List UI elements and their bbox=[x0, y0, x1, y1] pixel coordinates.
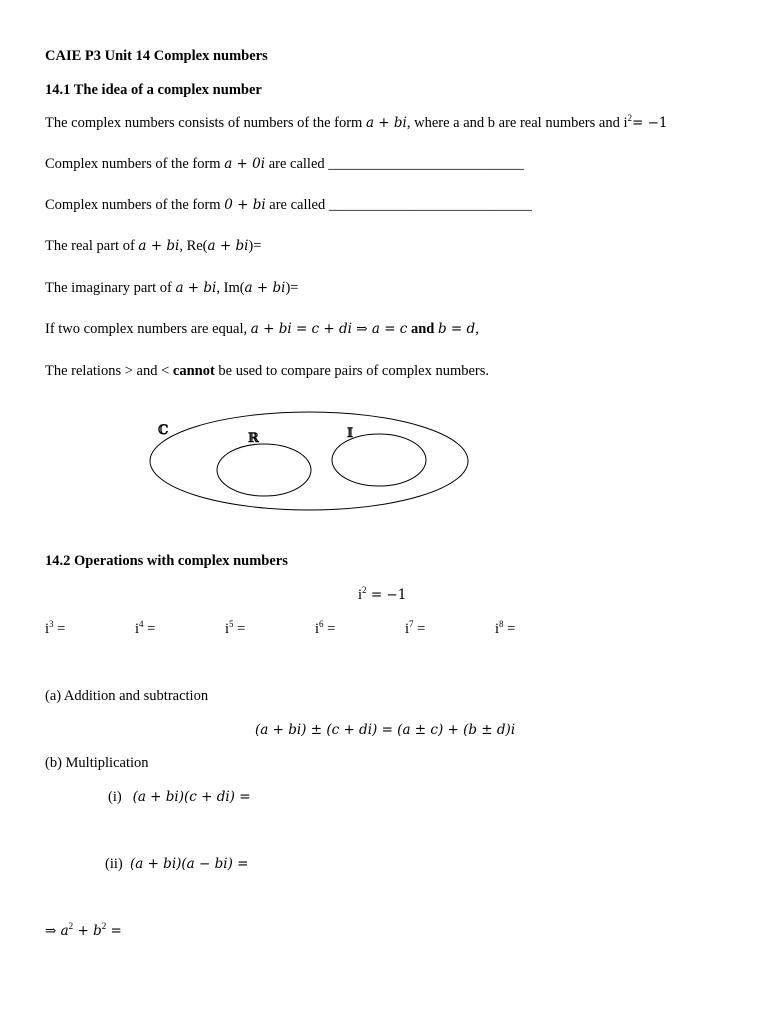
equality-sentence bbox=[45, 320, 479, 338]
implies-a: a bbox=[60, 923, 69, 939]
intro-math: a + bi bbox=[365, 115, 407, 131]
power-i7 bbox=[405, 620, 425, 638]
power-exponent: 4 bbox=[139, 619, 144, 629]
powers-of-i-row bbox=[0, 620, 768, 640]
complex-set-ellipse bbox=[150, 412, 468, 510]
relations-text-b: be used to compare pairs of complex numbers. bbox=[214, 363, 490, 379]
power-base: i bbox=[495, 621, 500, 637]
power-exponent: 6 bbox=[319, 619, 324, 629]
imag-part-text-a: The imaginary part of bbox=[45, 280, 176, 296]
imaginary-set-label: 𝕀 bbox=[347, 426, 354, 441]
addition-formula: (a + bi) ± (c + di) = (a ± c) + (b ± d)i bbox=[255, 722, 516, 738]
power-exponent: 5 bbox=[229, 619, 234, 629]
power-base: i bbox=[225, 621, 230, 637]
i2-rest: = −1 bbox=[366, 587, 407, 603]
multiplication-part-i bbox=[108, 788, 251, 806]
power-exponent: 3 bbox=[49, 619, 54, 629]
imag-form-text-b: are called ____________________________ bbox=[265, 197, 532, 213]
intro-superscript: 2 bbox=[627, 113, 632, 123]
power-equals: = bbox=[413, 621, 426, 637]
imag-part-sentence bbox=[45, 279, 298, 297]
document-title: CAIE P3 Unit 14 Complex numbers bbox=[45, 48, 268, 64]
power-base: i bbox=[315, 621, 320, 637]
power-exponent: 8 bbox=[499, 619, 504, 629]
imag-form-text-a: Complex numbers of the form bbox=[45, 197, 225, 213]
addition-heading: (a) Addition and subtraction bbox=[45, 688, 209, 704]
real-form-text-a: Complex numbers of the form bbox=[45, 156, 225, 172]
power-equals: = bbox=[503, 621, 516, 637]
equality-math2: b = d bbox=[438, 321, 476, 337]
i2-superscript: 2 bbox=[362, 585, 367, 595]
power-i3 bbox=[45, 620, 65, 638]
imag-part-math: a + bi bbox=[175, 280, 217, 296]
implies-equals: = bbox=[106, 923, 122, 939]
section-heading-idea: 14.1 The idea of a complex number bbox=[45, 82, 262, 98]
imag-part-text-b: , Im( bbox=[216, 280, 245, 296]
implies-line bbox=[45, 922, 122, 940]
section-heading-operations: 14.2 Operations with complex numbers bbox=[45, 553, 288, 569]
power-equals: = bbox=[233, 621, 246, 637]
power-i4 bbox=[135, 620, 155, 638]
implies-sup2: 2 bbox=[101, 921, 107, 931]
power-base: i bbox=[405, 621, 410, 637]
implies-plus: + bbox=[73, 923, 94, 939]
power-base: i bbox=[45, 621, 50, 637]
mult-ii-formula: (a + bi)(a − bi) = bbox=[129, 856, 249, 872]
multiplication-part-ii bbox=[105, 855, 248, 873]
i2-base: i bbox=[358, 587, 363, 603]
real-part-math2: a + bi bbox=[207, 238, 249, 254]
power-i5 bbox=[225, 620, 245, 638]
mult-i-formula: (a + bi)(c + di) = bbox=[132, 789, 251, 805]
implies-sup1: 2 bbox=[68, 921, 74, 931]
real-form-math: a + 0i bbox=[224, 156, 266, 172]
imag-form-math: 0 + bi bbox=[224, 197, 266, 213]
power-i8 bbox=[495, 620, 515, 638]
implies-b: b bbox=[93, 923, 102, 939]
i-squared-identity bbox=[358, 586, 406, 604]
equality-end: , bbox=[475, 321, 479, 337]
imag-part-text-c: )= bbox=[285, 280, 299, 296]
mult-ii-label: (ii) bbox=[105, 856, 123, 872]
real-part-text-a: The real part of bbox=[45, 238, 139, 254]
real-form-sentence bbox=[45, 155, 524, 173]
intro-text-b: , where a and b are real numbers and i bbox=[406, 115, 628, 131]
implies-arrow: ⇒ bbox=[45, 923, 61, 939]
real-set-label: ℝ bbox=[248, 431, 259, 446]
relations-sentence bbox=[45, 362, 489, 380]
imag-form-sentence bbox=[45, 196, 532, 214]
venn-diagram bbox=[140, 400, 480, 525]
power-equals: = bbox=[143, 621, 156, 637]
equality-text-a: If two complex numbers are equal, bbox=[45, 321, 251, 337]
relations-cannot: cannot bbox=[172, 363, 215, 379]
real-part-text-c: )= bbox=[248, 238, 262, 254]
relations-text-a: The relations > and < bbox=[45, 363, 173, 379]
real-part-text-b: , Re( bbox=[179, 238, 208, 254]
real-form-text-b: are called ___________________________ bbox=[265, 156, 525, 172]
complex-set-label: ℂ bbox=[158, 423, 169, 438]
real-set-ellipse bbox=[217, 444, 311, 496]
real-part-math: a + bi bbox=[138, 238, 180, 254]
imag-part-math2: a + bi bbox=[244, 280, 286, 296]
imaginary-set-ellipse bbox=[332, 434, 426, 486]
power-i6 bbox=[315, 620, 335, 638]
equality-math: a + bi = c + di ⇒ a = c bbox=[250, 321, 408, 337]
power-base: i bbox=[135, 621, 140, 637]
power-exponent: 7 bbox=[409, 619, 414, 629]
intro-sentence bbox=[45, 114, 668, 132]
power-equals: = bbox=[323, 621, 336, 637]
intro-text-c: = −1 bbox=[631, 115, 668, 131]
power-equals: = bbox=[53, 621, 66, 637]
multiplication-heading: (b) Multiplication bbox=[45, 755, 149, 771]
real-part-sentence bbox=[45, 237, 261, 255]
mult-i-label: (i) bbox=[108, 789, 122, 805]
equality-and: and bbox=[407, 321, 438, 337]
intro-text-a: The complex numbers consists of numbers of the form bbox=[45, 115, 366, 131]
